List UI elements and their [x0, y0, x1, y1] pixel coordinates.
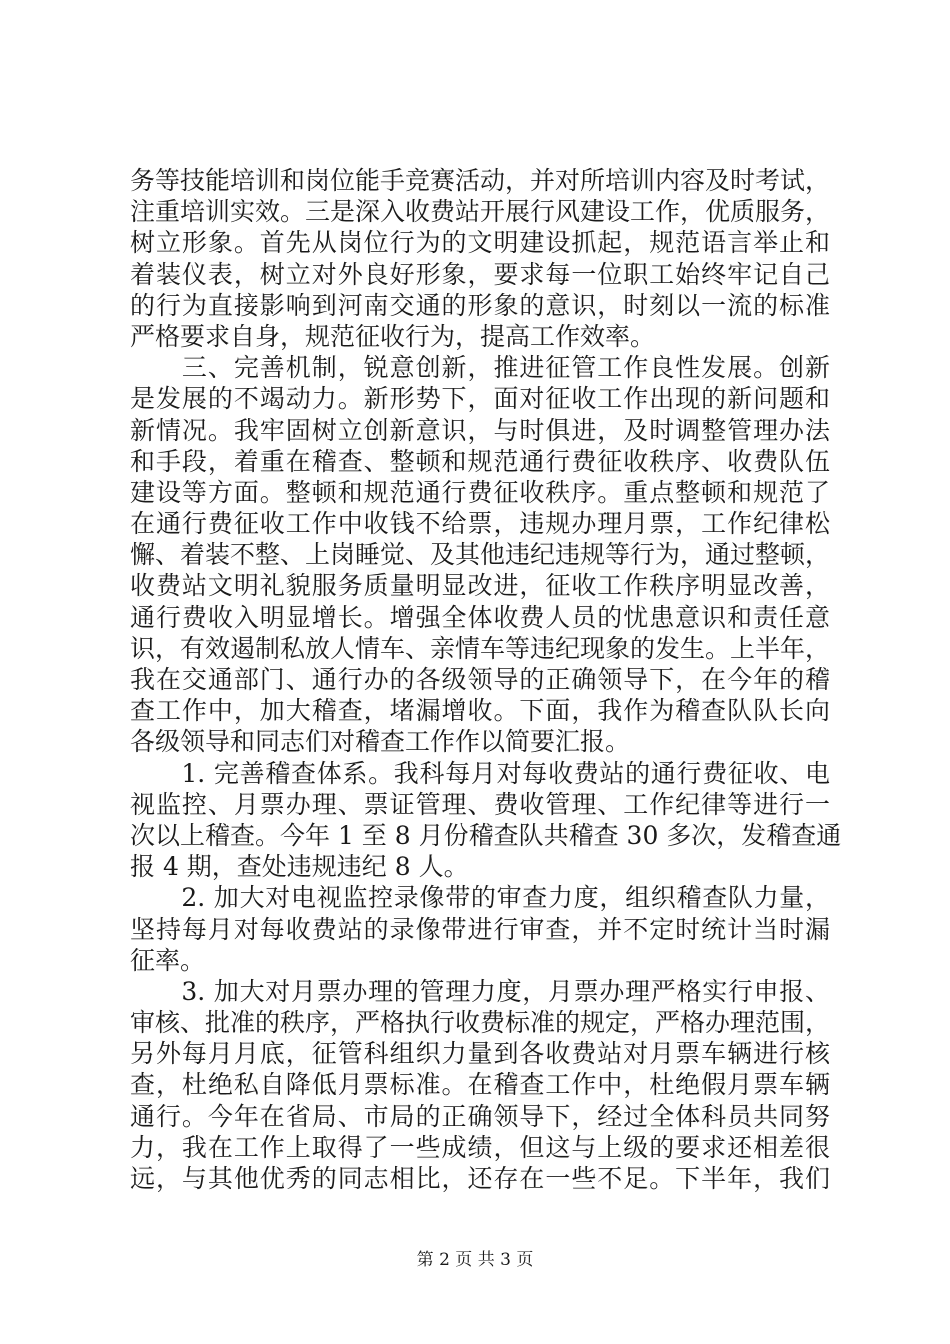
text-line: 各级领导和同志们对稽查工作作以简要汇报。: [130, 727, 631, 757]
text-line: 通行费收入明显增长。增强全体收费人员的忧患意识和责任意: [130, 602, 830, 632]
text-line: 注重培训实效。三是深入收费站开展行风建设工作，优质服务，: [130, 197, 831, 227]
text-line: 查工作中，加大稽查，堵漏增收。下面，我作为稽查队队长向: [130, 696, 830, 726]
text-line: 三、完善机制，锐意创新，推进征管工作良性发展。创新: [130, 353, 830, 383]
text-line: 的行为直接影响到河南交通的形象的意识，时刻以一流的标准: [130, 290, 830, 320]
page-footer: 第 2 页 共 3 页: [416, 1250, 534, 1270]
text-line: 严格要求自身，规范征收行为，提高工作效率。: [130, 321, 656, 351]
text-line: 树立形象。首先从岗位行为的文明建设抓起，规范语言举止和: [130, 228, 830, 258]
text-line: 报 4 期，查处违规违纪 8 人。: [130, 852, 469, 882]
text-line: 懈、着装不整、上岗睡觉、及其他违纪违规等行为，通过整顿，: [130, 540, 831, 570]
text-line: 次以上稽查。今年 1 至 8 月份稽查队共稽查 30 多次，发稽查通: [130, 820, 842, 850]
text-line: 1. 完善稽查体系。我科每月对每收费站的通行费征收、电: [130, 758, 830, 788]
text-line: 新情况。我牢固树立创新意识，与时俱进，及时调整管理办法: [130, 415, 830, 445]
text-line: 力，我在工作上取得了一些成绩，但这与上级的要求还相差很: [130, 1132, 830, 1162]
text-line: 征率。: [130, 945, 206, 975]
text-line: 查，杜绝私自降低月票标准。在稽查工作中，杜绝假月票车辆: [130, 1070, 830, 1100]
text-line: 2. 加大对电视监控录像带的审查力度，组织稽查队力量，: [130, 883, 830, 913]
text-line: 着装仪表，树立对外良好形象，要求每一位职工始终牢记自己: [130, 259, 830, 289]
text-line: 通行。今年在省局、市局的正确领导下，经过全体科员共同努: [130, 1101, 830, 1131]
text-line: 建设等方面。整顿和规范通行费征收秩序。重点整顿和规范了: [130, 477, 830, 507]
text-line: 视监控、月票办理、票证管理、费收管理、工作纪律等进行一: [130, 789, 830, 819]
document-body: [130, 165, 842, 1194]
text-line: 坚持每月对每收费站的录像带进行审查，并不定时统计当时漏: [130, 914, 830, 944]
text-line: 是发展的不竭动力。新形势下，面对征收工作出现的新问题和: [130, 384, 830, 414]
text-line: 我在交通部门、通行办的各级领导的正确领导下，在今年的稽: [130, 665, 830, 694]
text-line: 另外每月月底，征管科组织力量到各收费站对月票车辆进行核: [130, 1039, 830, 1069]
text-line: 和手段，着重在稽查、整顿和规范通行费征收秩序、收费队伍: [130, 446, 830, 476]
text-line: 收费站文明礼貌服务质量明显改进，征收工作秩序明显改善，: [130, 571, 830, 601]
text-line: 远，与其他优秀的同志相比，还存在一些不足。下半年，我们: [130, 1164, 830, 1193]
text-line: 3. 加大对月票办理的管理力度，月票办理严格实行申报、: [130, 976, 830, 1006]
text-line: 审核、批准的秩序，严格执行收费标准的规定，严格办理范围，: [130, 1008, 831, 1038]
text-line: 在通行费征收工作中收钱不给票，违规办理月票，工作纪律松: [130, 509, 830, 539]
text-line: 务等技能培训和岗位能手竞赛活动，并对所培训内容及时考试，: [130, 166, 831, 195]
text-line: 识，有效遏制私放人情车、亲情车等违纪现象的发生。上半年，: [130, 633, 831, 663]
